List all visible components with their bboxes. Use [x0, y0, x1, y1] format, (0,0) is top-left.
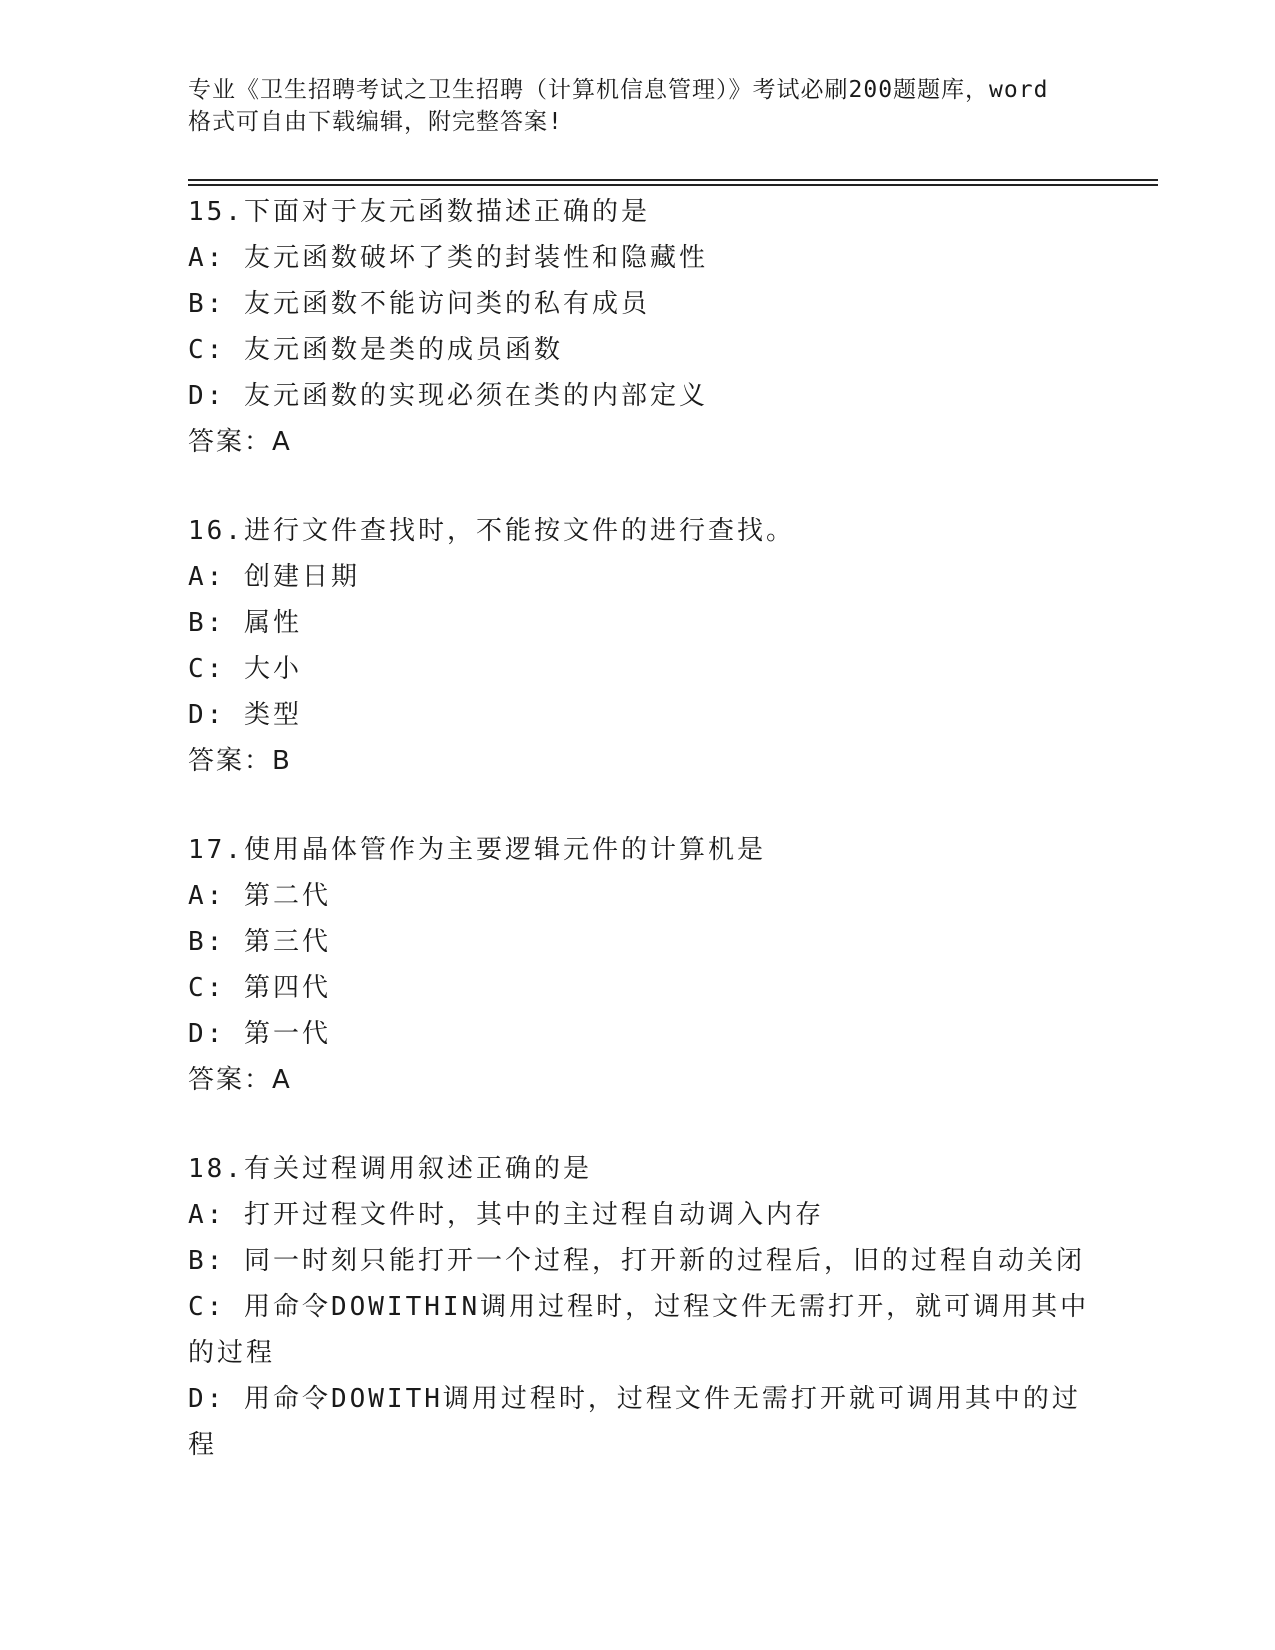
question-stem: 17.使用晶体管作为主要逻辑元件的计算机是: [188, 835, 766, 865]
option-a: A: 第二代: [188, 881, 331, 911]
option-c-continued: 的过程: [188, 1338, 276, 1368]
option-a: A: 友元函数破坏了类的封装性和隐藏性: [188, 243, 708, 273]
header-title-line-1: 专业《卫生招聘考试之卫生招聘（计算机信息管理）》考试必刷200题题库，word: [188, 77, 1049, 103]
option-b: B: 友元函数不能访问类的私有成员: [188, 289, 650, 319]
header-divider-top: [188, 179, 1158, 181]
option-d: D: 类型: [188, 700, 302, 730]
answer-line: 答案：A: [188, 1065, 292, 1095]
option-c: C: 友元函数是类的成员函数: [188, 335, 563, 365]
option-b: B: 同一时刻只能打开一个过程，打开新的过程后，旧的过程自动关闭: [188, 1246, 1085, 1276]
option-b: B: 第三代: [188, 927, 331, 957]
question-stem: 15.下面对于友元函数描述正确的是: [188, 197, 650, 227]
option-d: D: 第一代: [188, 1019, 331, 1049]
question-16: [188, 508, 1088, 784]
option-a: A: 打开过程文件时，其中的主过程自动调入内存: [188, 1200, 824, 1230]
question-stem: 18.有关过程调用叙述正确的是: [188, 1154, 592, 1184]
option-c: C: 用命令DOWITHIN调用过程时，过程文件无需打开，就可调用其中: [188, 1292, 1090, 1322]
question-18: [188, 1146, 1088, 1468]
question-17: [188, 827, 1088, 1103]
option-a: A: 创建日期: [188, 562, 360, 592]
question-15: [188, 189, 1088, 465]
option-d: D: 友元函数的实现必须在类的内部定义: [188, 381, 708, 411]
question-stem: 16.进行文件查找时，不能按文件的进行查找。: [188, 516, 795, 546]
option-d-continued: 程: [188, 1430, 218, 1460]
document-header: [188, 74, 1088, 138]
option-b: B: 属性: [188, 608, 302, 638]
option-c: C: 大小: [188, 654, 302, 684]
answer-line: 答案：A: [188, 427, 292, 457]
answer-line: 答案：B: [188, 746, 292, 776]
option-c: C: 第四代: [188, 973, 331, 1003]
option-d: D: 用命令DOWITH调用过程时，过程文件无需打开就可调用其中的过: [188, 1384, 1081, 1414]
header-title-line-2: 格式可自由下载编辑，附完整答案!: [188, 109, 563, 135]
header-divider-bottom: [188, 184, 1158, 186]
